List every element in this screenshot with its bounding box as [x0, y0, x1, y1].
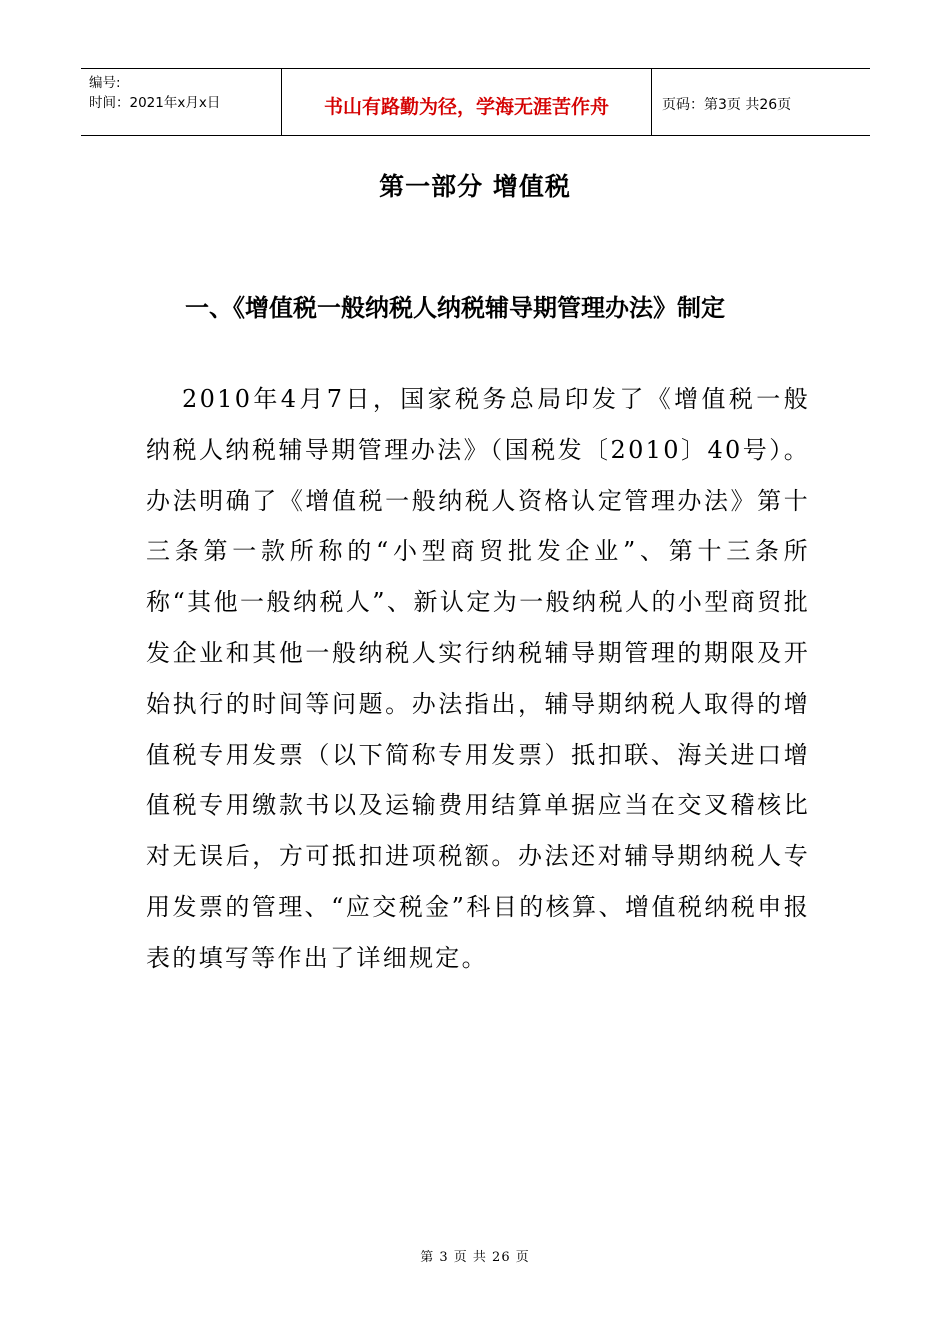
page-footer: 第 3 页 共 26 页	[420, 1250, 530, 1265]
header-page-info: 页码：第3页 共26页	[662, 97, 792, 113]
time-label: 时间：2021年x月x日	[89, 95, 221, 111]
header-motto: 书山有路勤为径，学海无涯苦作舟	[281, 69, 652, 135]
body-paragraph: 2010年4月7日，国家税务总局印发了《增值税一般纳税人纳税辅导期管理办法》（国税发〔2010〕40号）。办法明确了《增值税一般纳税人资格认定管理办法》第十三条第一款所称的“小型商贸批发企业”、第十三条所称“其他一般纳税人”、新认定为一般纳税人的小型商贸批发企业和其他一般纳税人实行纳税辅导期管理的期限及开始执行的时间等问题。办法指出，辅导期纳税人取得的增值税专用发票（以下简称专用发票）抵扣联、海关进口增值税专用缴款书以及运输费用结算单据应当在交叉稽核比对无误后，方可抵扣进项税额。办法还对辅导期纳税人专用发票的管理、“应交税金”科目的核算、增值税纳税申报表的填写等作出了详细规定。	[146, 385, 810, 972]
part-title: 第一部分 增值税	[379, 172, 571, 201]
section-title: 一、《增值税一般纳税人纳税辅导期管理办法》制定	[185, 294, 725, 322]
page-header	[81, 68, 870, 136]
serial-label: 编号:	[89, 75, 121, 91]
header-meta	[81, 69, 281, 135]
